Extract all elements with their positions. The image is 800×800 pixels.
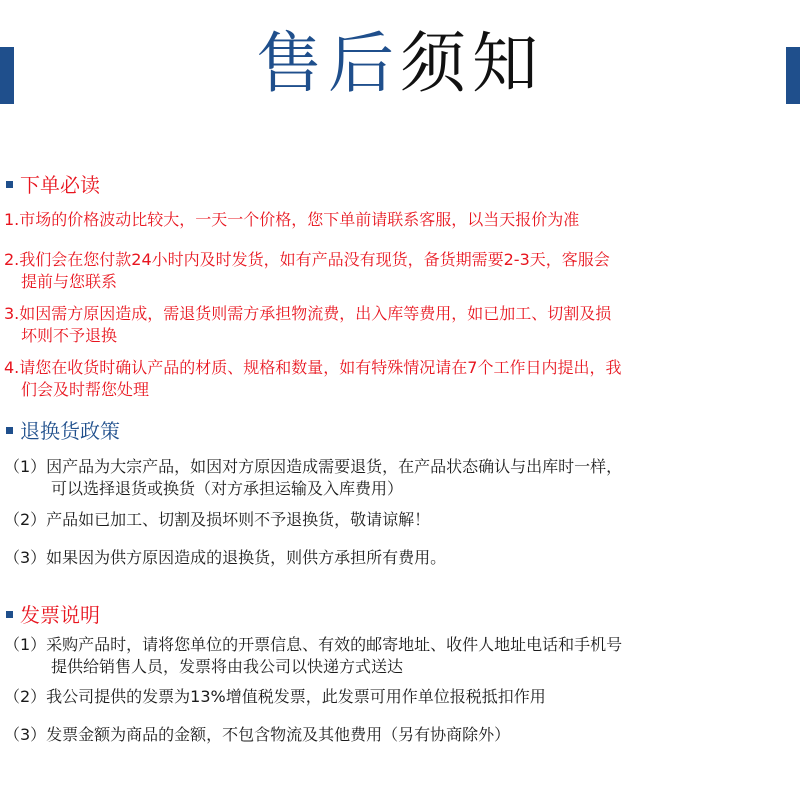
list-item-continuation: 可以选择退货或换货（对方承担运输及入库费用） (51, 479, 404, 498)
section-heading (0, 601, 800, 631)
list-item-text: 1.市场的价格波动比较大，一天一个价格，您下单前请联系客服，以当天报价为准 (4, 210, 580, 229)
list-item (4, 456, 794, 500)
list-item (4, 209, 794, 231)
section-return-policy (0, 417, 800, 447)
title-dark-part: 须知 (400, 25, 544, 102)
section-heading-label: 下单必读 (20, 173, 100, 197)
section-invoice-notes (0, 601, 800, 631)
list-item-continuation: 们会及时帮您处理 (21, 380, 150, 399)
bullet-square-icon (6, 181, 13, 188)
list-item-text: 2.我们会在您付款24小时内及时发货，如有产品没有现货，备货期需要2-3天，客服会 (4, 250, 610, 269)
list-item-text: （2）我公司提供的发票为13%增值税发票，此发票可用作单位报税抵扣作用 (4, 687, 546, 706)
list-item (4, 547, 794, 569)
page-title (0, 22, 800, 106)
list-item (4, 686, 794, 708)
bullet-square-icon (6, 427, 13, 434)
list-item (4, 303, 794, 347)
list-item-text: 4.请您在收货时确认产品的材质、规格和数量，如有特殊情况请在7个工作日内提出，我 (4, 358, 622, 377)
section-heading (0, 417, 800, 447)
section-heading (0, 171, 800, 201)
list-item-continuation: 提供给销售人员，发票将由我公司以快递方式送达 (51, 657, 404, 676)
list-item-text: （3）发票金额为商品的金额，不包含物流及其他费用（另有协商除外） (4, 725, 511, 744)
section-order-notes (0, 171, 800, 201)
list-item-text: （3）如果因为供方原因造成的退换货，则供方承担所有费用。 (4, 548, 447, 567)
title-blue-part: 售后 (256, 25, 400, 102)
list-item (4, 509, 794, 531)
list-item-text: （1）因产品为大宗产品，如因对方原因造成需要退货，在产品状态确认与出库时一样， (4, 457, 623, 476)
list-item (4, 724, 794, 746)
list-item (4, 249, 794, 293)
list-item-text: （1）采购产品时，请将您单位的开票信息、有效的邮寄地址、收件人地址电话和手机号 (4, 635, 623, 654)
bullet-square-icon (6, 611, 13, 618)
list-item (4, 634, 794, 678)
list-item-text: （2）产品如已加工、切割及损坏则不予退换货，敬请谅解！ (4, 510, 431, 529)
section-heading-label: 发票说明 (20, 603, 100, 627)
list-item (4, 357, 794, 401)
list-item-continuation: 坏则不予退换 (21, 326, 118, 345)
list-item-continuation: 提前与您联系 (21, 272, 118, 291)
list-item-text: 3.如因需方原因造成，需退货则需方承担物流费，出入库等费用，如已加工、切割及损 (4, 304, 612, 323)
section-heading-label: 退换货政策 (20, 419, 120, 443)
